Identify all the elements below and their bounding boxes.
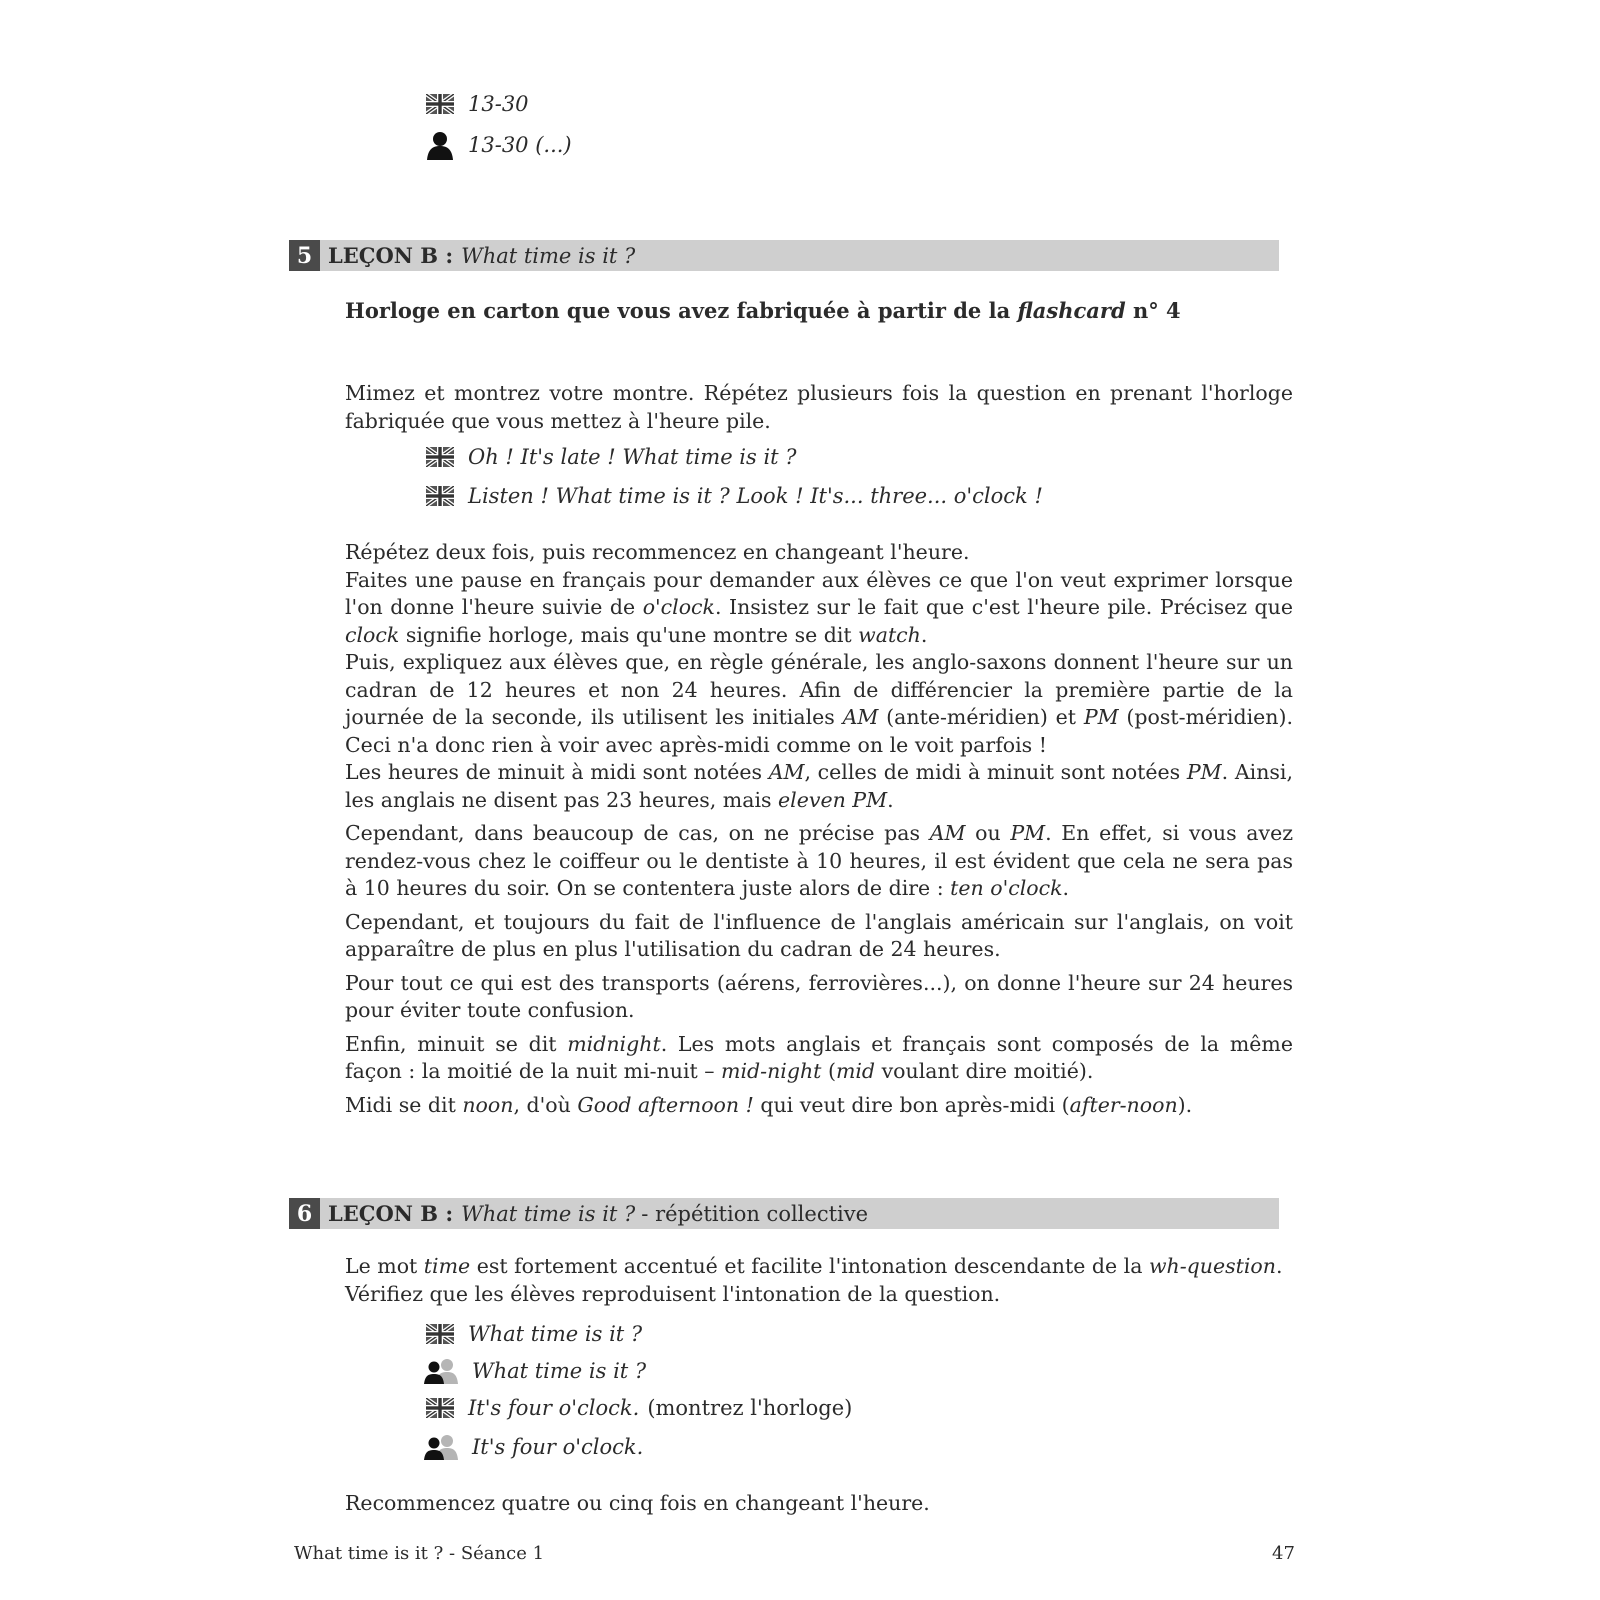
group-icon bbox=[424, 1434, 458, 1460]
uk-flag-icon bbox=[426, 1324, 454, 1344]
paragraph-p7: Pour tout ce qui est des transports (aérens, ferrovières...), on donne l'heure sur 24 heures pour éviter toute confusion. bbox=[345, 970, 1293, 1022]
dialog-text: 13-30 (...) bbox=[468, 133, 572, 157]
pupil-icon bbox=[426, 130, 454, 160]
paragraph-p2: Faites une pause en français pour demander aux élèves ce que l'on veut exprimer lorsque l'on donne l'heure suivie de o'clock. Insistez sur le fait que c'est l'heure pile. Précisez que clock signifie horloge, mais qu'une montre se dit watch. bbox=[345, 567, 1293, 647]
dialog-text: Oh ! It's late ! What time is it ? bbox=[468, 445, 797, 469]
group-icon bbox=[424, 1358, 458, 1384]
dialog-line bbox=[424, 1358, 646, 1384]
paragraph bbox=[345, 1253, 1293, 1308]
section-number: 6 bbox=[289, 1198, 320, 1229]
dialog-line bbox=[424, 1434, 643, 1460]
dialog-line bbox=[426, 92, 529, 116]
paragraph-p8: Enfin, minuit se dit midnight. Les mots anglais et français sont composés de la même façon : la moitié de la nuit mi-nuit – mid-night (mid voulant dire moitié). bbox=[345, 1031, 1294, 1083]
paragraph-intro: Le mot time est fortement accentué et facilite l'intonation descendante de la wh-question. bbox=[345, 1254, 1283, 1278]
section-lecon: LEÇON B : bbox=[328, 1201, 454, 1226]
paragraph-p3: Puis, expliquez aux élèves que, en règle générale, les anglo-saxons donnent l'heure sur un cadran de 12 heures et non 24 heures. Afin de différencier la première partie de la journée de la seconde, ils utilisent les initiales AM (ante-méridien) et PM (post-méridien). Ceci n'a donc rien à voir avec après-midi comme on le voit parfois ! bbox=[345, 650, 1294, 757]
section-banner bbox=[289, 1198, 1279, 1229]
paragraph-intro2: Vérifiez que les élèves reproduisent l'intonation de la question. bbox=[345, 1281, 1001, 1306]
footer-title: What time is it ? - Séance 1 bbox=[294, 1543, 545, 1564]
dialog-line bbox=[426, 1396, 852, 1420]
paragraph-p4: Les heures de minuit à midi sont notées AM, celles de midi à minuit sont notées PM. Ainsi, les anglais ne disent pas 23 heures, mais eleven PM. bbox=[345, 760, 1293, 812]
section-number: 5 bbox=[289, 240, 320, 271]
paragraph-line: Répétez deux fois, puis recommencez en changeant l'heure. bbox=[345, 540, 970, 564]
dialog-text: What time is it ? bbox=[468, 1322, 643, 1346]
section-subtitle: - répétition collective bbox=[641, 1201, 869, 1226]
section-lecon: LEÇON B : bbox=[328, 243, 454, 268]
dialog-line bbox=[426, 130, 572, 160]
paragraph-p5: Cependant, dans beaucoup de cas, on ne précise pas AM ou PM. En effet, si vous avez rendez-vous chez le coiffeur ou le dentiste à 10 heures, il est évident que cela ne sera pas à 10 heures du soir. On se contentera juste alors de dire : ten o'clock. bbox=[345, 821, 1294, 900]
dialog-line bbox=[426, 484, 1043, 508]
paragraph-p6: Cependant, et toujours du fait de l'influence de l'anglais américain sur l'anglais, on voit apparaître de plus en plus l'utilisation du cadran de 24 heures. bbox=[345, 909, 1293, 961]
uk-flag-icon bbox=[426, 94, 454, 114]
uk-flag-icon bbox=[426, 1398, 454, 1418]
dialog-text: It's four o'clock. bbox=[472, 1435, 644, 1459]
uk-flag-icon bbox=[426, 447, 454, 467]
uk-flag-icon bbox=[426, 486, 454, 506]
page-number: 47 bbox=[1272, 1543, 1295, 1564]
paragraph bbox=[345, 539, 1293, 1119]
materials-line: Horloge en carton que vous avez fabriquée à partir de la flashcard n° 4 bbox=[345, 298, 1181, 323]
section-question: What time is it ? bbox=[461, 243, 636, 268]
paragraph-closing: Recommencez quatre ou cinq fois en changeant l'heure. bbox=[345, 1491, 930, 1515]
paragraph-p9: Midi se dit noon, d'où Good afternoon ! qui veut dire bon après-midi (after-noon). bbox=[345, 1092, 1193, 1117]
dialog-text: Listen ! What time is it ? Look ! It's... three... o'clock ! bbox=[468, 484, 1043, 508]
dialog-line bbox=[426, 445, 797, 469]
section-banner bbox=[289, 240, 1279, 271]
dialog-text: 13-30 bbox=[468, 92, 529, 116]
dialog-note: (montrez l'horloge) bbox=[647, 1396, 853, 1420]
paragraph: Mimez et montrez votre montre. Répétez plusieurs fois la question en prenant l'horloge fabriquée que vous mettez à l'heure pile. bbox=[345, 381, 1293, 433]
dialog-line bbox=[426, 1322, 642, 1346]
dialog-text: What time is it ? bbox=[472, 1359, 647, 1383]
section-question: What time is it ? bbox=[461, 1201, 636, 1226]
dialog-text: It's four o'clock. bbox=[468, 1396, 640, 1420]
